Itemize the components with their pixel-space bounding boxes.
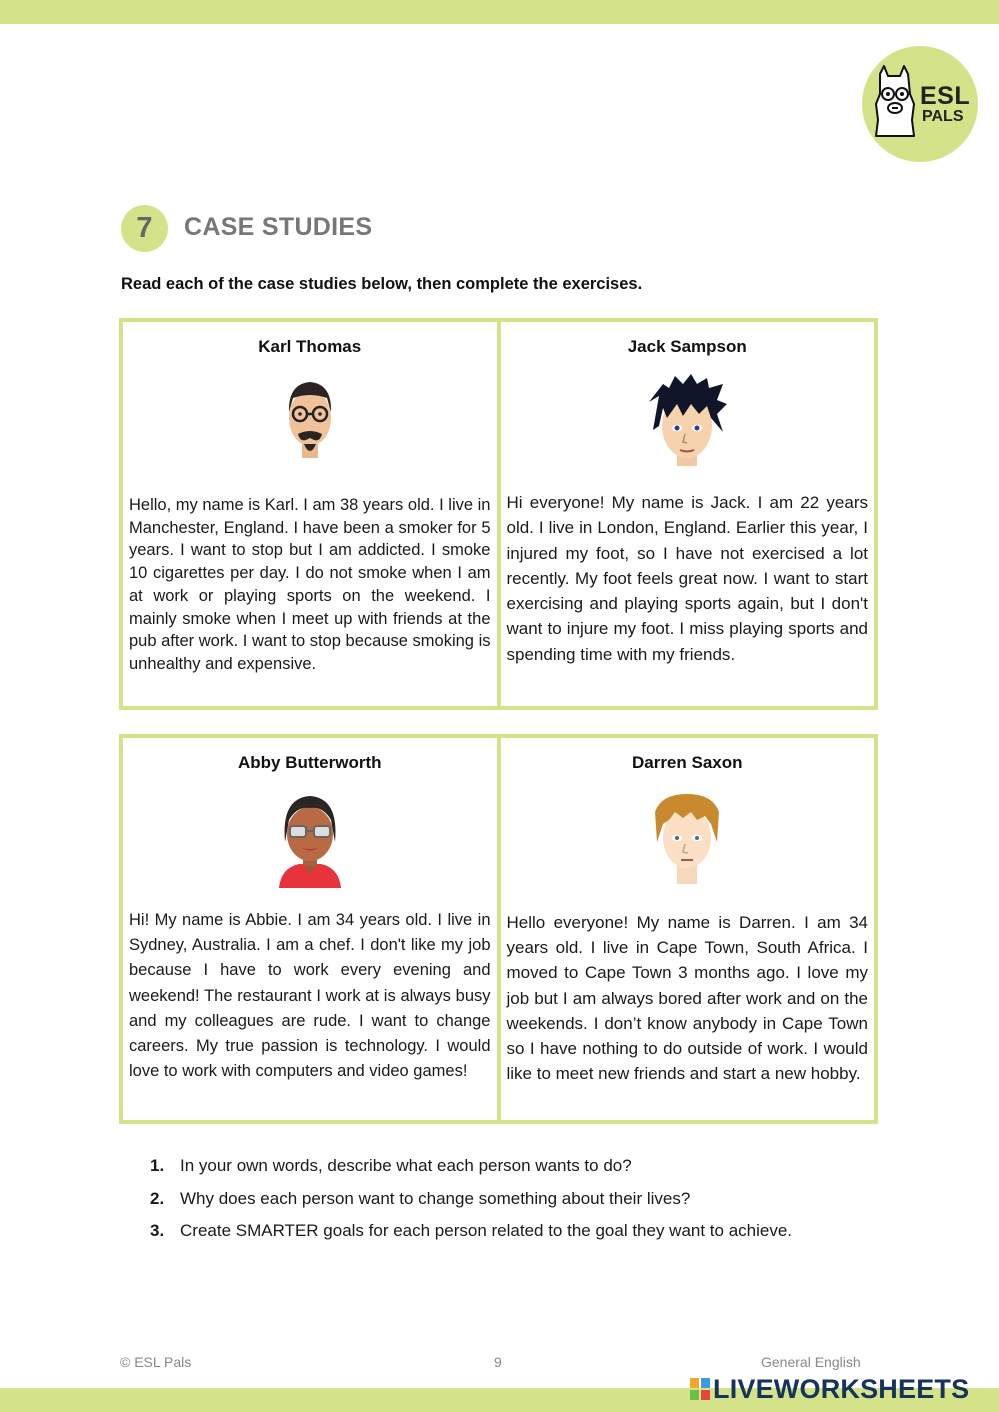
- case-study-jack: [497, 322, 875, 706]
- liveworksheets-logo-icon: [690, 1378, 710, 1400]
- footer-copyright: © ESL Pals: [120, 1354, 192, 1370]
- question-item: [150, 1150, 792, 1183]
- case-name: Karl Thomas: [258, 337, 362, 356]
- case-study-darren: [497, 738, 875, 1120]
- question-number: 2.: [150, 1188, 165, 1208]
- section-number-badge: 7: [121, 205, 168, 252]
- jack-avatar-icon: [645, 374, 729, 474]
- case-story: Hi everyone! My name is Jack. I am 22 years old. I live in London, England. Earlier this year, I injured my foot, so I have not exercised a lot recently. My foot feels great now. I want to start exercising and playing sports again, but I don't want to injure my foot. I miss playing sports and spending time with my friends.: [506, 493, 868, 664]
- case-study-karl: [123, 322, 497, 706]
- footer-page-number: 9: [494, 1354, 502, 1370]
- question-text: In your own words, describe what each person wants to do?: [180, 1156, 632, 1175]
- case-name: Darren Saxon: [631, 753, 743, 772]
- case-story: Hello everyone! My name is Darren. I am 34 years old. I live in Cape Town, South Africa. I moved to Cape Town 3 months ago. I love my job but I am always bored after work and on the weekends. I don’t know anybody in Cape Town so I have nothing to do outside of work. I would like to meet new friends and start a new hobby.: [506, 913, 868, 1084]
- case-name: Abby Butterworth: [237, 753, 382, 772]
- question-number: 3.: [150, 1221, 165, 1240]
- abby-avatar-icon: [275, 790, 345, 888]
- case-name: Jack Sampson: [627, 337, 747, 356]
- logo-text-pals: PALS: [922, 108, 964, 125]
- exercise-questions: [150, 1150, 792, 1248]
- llama-icon: [872, 64, 918, 142]
- case-studies-row-1: [119, 318, 878, 710]
- question-text: Why does each person want to change something about their lives?: [180, 1188, 691, 1208]
- footer-course-name: General English: [761, 1354, 861, 1370]
- case-study-abby: [123, 738, 497, 1120]
- question-item: [150, 1183, 792, 1216]
- question-number: 1.: [150, 1156, 165, 1175]
- question-item: [150, 1215, 792, 1248]
- liveworksheets-text: LIVEWORKSHEETS: [713, 1374, 970, 1404]
- logo-text-esl: ESL: [920, 82, 971, 110]
- case-story: Hi! My name is Abbie. I am 34 years old. I live in Sydney, Australia. I am a chef. I don't like my job because I have to work every evening and weekend! The restaurant I work at is always busy and my colleagues are rude. I want to change careers. My true passion is technology. I would love to work with computers and video games!: [129, 911, 491, 1081]
- case-story: Hello, my name is Karl. I am 38 years old. I live in Manchester, England. I have been a smoker for 5 years. I want to stop but I am addicted. I smoke 10 cigarettes per day. I do not smoke when I am at work or playing sports on the weekend. I mainly smoke when I meet up with friends at the pub after work. I want to stop because smoking is unhealthy and expensive.: [129, 496, 491, 673]
- top-accent-bar: [0, 0, 999, 24]
- case-studies-row-2: [119, 734, 878, 1124]
- karl-avatar-icon: [280, 374, 340, 470]
- instructions-text: Read each of the case studies below, then complete the exercises.: [121, 275, 643, 293]
- section-title: CASE STUDIES: [184, 213, 373, 241]
- liveworksheets-watermark[interactable]: [690, 1374, 969, 1405]
- esl-pals-logo: [862, 46, 978, 162]
- question-text: Create SMARTER goals for each person related to the goal they want to achieve.: [180, 1221, 793, 1240]
- darren-avatar-icon: [647, 790, 727, 884]
